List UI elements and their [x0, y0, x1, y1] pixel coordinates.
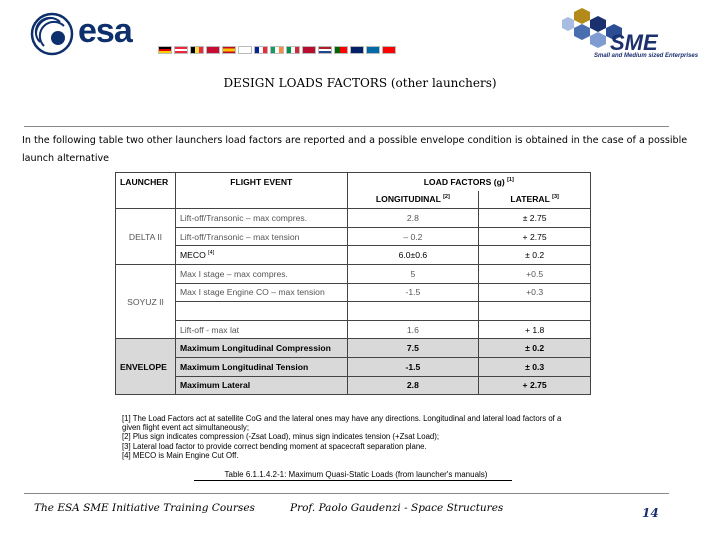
note-4: [4] MECO is Main Engine Cut Off. — [122, 450, 239, 460]
event-cell: Maximum Lateral — [175, 376, 347, 395]
table-row — [116, 209, 591, 228]
table-row — [116, 302, 591, 321]
flag-it-icon — [286, 46, 300, 54]
lateral-cell: ± 0.3 — [479, 357, 591, 376]
flag-de-icon — [158, 46, 172, 54]
event-cell — [175, 302, 347, 321]
table-row — [116, 264, 591, 283]
flag-se-icon — [366, 46, 380, 54]
header-lateral: LATERAL [3] — [479, 191, 591, 209]
load-factors-table — [115, 172, 591, 395]
lateral-cell: ± 0.2 — [479, 246, 591, 265]
table-row — [116, 357, 591, 376]
event-cell: Lift-off - max lat — [175, 320, 347, 339]
esa-globe-icon — [30, 12, 74, 56]
longitudinal-cell: -1.5 — [347, 357, 479, 376]
event-cell: Lift-off/Transonic – max tension — [175, 227, 347, 246]
flag-dk-icon — [206, 46, 220, 54]
event-cell: Max I stage – max compres. — [175, 264, 347, 283]
lateral-cell: +0.3 — [479, 283, 591, 302]
event-cell: Maximum Longitudinal Tension — [175, 357, 347, 376]
flag-pt-icon — [334, 46, 348, 54]
longitudinal-cell: -1.5 — [347, 283, 479, 302]
flag-ch-icon — [382, 46, 396, 54]
event-cell: Maximum Longitudinal Compression — [175, 339, 347, 358]
bottom-divider — [24, 493, 669, 494]
note-2: [2] Plus sign indicates compression (-Zsat Load), minus sign indicates tension (+Zsat Load); — [122, 432, 440, 442]
lateral-cell: + 1.8 — [479, 320, 591, 339]
flag-be-icon — [190, 46, 204, 54]
esa-logo-text: esa — [78, 12, 132, 50]
flag-fi-icon — [238, 46, 252, 54]
footer-course: The ESA SME Initiative Training Courses — [34, 502, 255, 514]
table-notes — [122, 414, 582, 460]
note-3: [3] Lateral load factor to provide correct bending moment at spacecraft separation plane. — [122, 441, 427, 451]
header-flight-event: FLIGHT EVENT — [175, 173, 347, 209]
longitudinal-cell: 2.8 — [347, 376, 479, 395]
longitudinal-cell: 7.5 — [347, 339, 479, 358]
lateral-cell: +0.5 — [479, 264, 591, 283]
launcher-cell: SOYUZ II — [116, 264, 176, 338]
event-cell: Lift-off/Transonic – max compres. — [175, 209, 347, 228]
flag-ie-icon — [270, 46, 284, 54]
header-launcher: LAUNCHER — [116, 173, 176, 209]
caption-underline — [194, 480, 512, 481]
table-header-row — [116, 173, 591, 191]
top-divider — [24, 126, 669, 127]
member-state-flags — [158, 46, 396, 54]
footer-author: Prof. Paolo Gaudenzi - Space Structures — [290, 502, 504, 514]
event-cell: Max I stage Engine CO – max tension — [175, 283, 347, 302]
lateral-cell: + 2.75 — [479, 227, 591, 246]
header-longitudinal: LONGITUDINAL [2] — [347, 191, 479, 209]
longitudinal-cell: 5 — [347, 264, 479, 283]
table-row — [116, 246, 591, 265]
flag-nl-icon — [318, 46, 332, 54]
header-load-factors: LOAD FACTORS (g) [1] — [347, 173, 590, 191]
table-caption: Table 6.1.1.4.2-1: Maximum Quasi-Static Loads (from launcher's manuals) — [224, 470, 488, 479]
longitudinal-cell — [347, 302, 479, 321]
launcher-cell: ENVELOPE — [116, 339, 176, 395]
lateral-cell: + 2.75 — [479, 376, 591, 395]
table-row — [116, 339, 591, 358]
longitudinal-cell: 6.0±0.6 — [347, 246, 479, 265]
table-row — [116, 376, 591, 395]
flag-at-icon — [174, 46, 188, 54]
lateral-cell: ± 0.2 — [479, 339, 591, 358]
lateral-cell — [479, 302, 591, 321]
table-row — [116, 227, 591, 246]
page-number: 14 — [642, 506, 659, 520]
event-cell: MECO [4] — [175, 246, 347, 265]
flag-es-icon — [222, 46, 236, 54]
flag-no-icon — [302, 46, 316, 54]
launcher-cell: DELTA II — [116, 209, 176, 265]
table-row — [116, 320, 591, 339]
sme-logo-text: SME — [610, 30, 658, 55]
longitudinal-cell: 2.8 — [347, 209, 479, 228]
flag-uk-icon — [350, 46, 364, 54]
note-1: [1] The Load Factors act at satellite CoG and the lateral ones may have any directions. Longitudinal and lateral load factors of a given flight event act simultaneously; — [122, 414, 562, 433]
lateral-cell: ± 2.75 — [479, 209, 591, 228]
table-row — [116, 283, 591, 302]
flag-fr-icon — [254, 46, 268, 54]
intro-paragraph: In the following table two other launchers load factors are reported and a possible envelope condition is obtained in the case of a possible launch alternative — [22, 135, 688, 164]
longitudinal-cell: 1.6 — [347, 320, 479, 339]
page-title: DESIGN LOADS FACTORS (other launchers) — [223, 76, 497, 90]
sme-logo-subtitle: Small and Medium sized Enterprises — [594, 53, 699, 59]
longitudinal-cell: – 0.2 — [347, 227, 479, 246]
